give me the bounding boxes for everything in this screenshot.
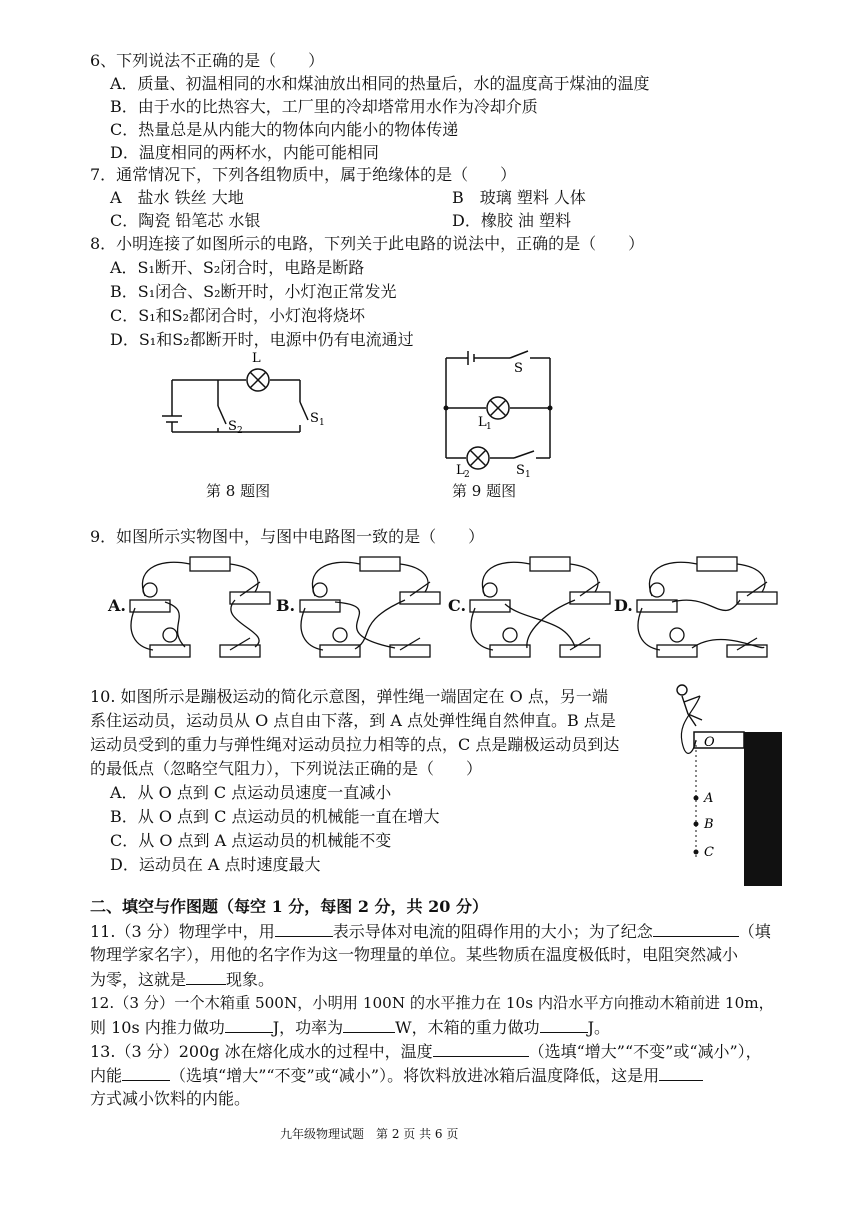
q6-option-b: B．由于水的比热容大，工厂里的冷却塔常用水作为冷却介质 (110, 97, 538, 116)
q9-l2-subscript: 2 (464, 470, 470, 480)
q10-option-c: C．从 O 点到 A 点运动员的机械能不变 (110, 831, 392, 850)
q8-s2-subscript: 2 (237, 426, 243, 436)
q12-blank-2 (343, 1016, 395, 1033)
q12-text-2a: 则 10s 内推力做功 (90, 1018, 225, 1037)
q9-l1-label: L (478, 415, 487, 430)
q12-text-2b: J，功率为 (272, 1018, 344, 1037)
q7-option-d: D．橡胶 油 塑料 (452, 211, 572, 230)
q13-blank-2 (122, 1064, 170, 1081)
q9-l1-subscript: 1 (486, 422, 492, 432)
q10-point-b: B (704, 817, 714, 832)
q7-stem: 7．通常情况下，下列各组物质中，属于绝缘体的是（ ） (90, 165, 517, 184)
q11-line-1 (90, 920, 771, 943)
q6-stem: 6、下列说法不正确的是（ ） (90, 51, 325, 70)
q13-text-2b: （选填“增大”“不变”或“减小”）。将饮料放进冰箱后温度降低，这是用 (170, 1066, 660, 1085)
q10-point-o: O (704, 735, 715, 750)
q11-line-3 (90, 968, 274, 991)
q13-text-1b: （选填“增大”“不变”或“减小”）， (528, 1042, 762, 1061)
q9-choice-a-label: A. (108, 596, 126, 615)
q10-cliff (744, 732, 782, 886)
q11-blank-3 (186, 968, 226, 985)
q13-blank-3 (659, 1064, 703, 1081)
q10-stem-line-2: 系住运动员，运动员从 O 点自由下落，到 A 点处弹性绳自然伸直。B 点是 (90, 711, 616, 730)
q10-point-c: C (704, 845, 714, 860)
q8-option-c: C．S₁和S₂都闭合时，小灯泡将烧坏 (110, 306, 365, 325)
q9-circuit-diagram (440, 350, 560, 480)
q8-s2-label: S (228, 419, 237, 434)
q13-line-2 (90, 1064, 703, 1087)
q6-option-c: C．热量总是从内能大的物体向内能小的物体传递 (110, 120, 459, 139)
q8-s1-label: S (310, 411, 319, 426)
q8-option-d: D．S₁和S₂都断开时，电源中仍有电流通过 (110, 330, 414, 349)
q12-blank-3 (540, 1016, 588, 1033)
q9-choice-c-picture (465, 552, 615, 664)
q12-blank-1 (225, 1016, 273, 1033)
q12-line-2 (90, 1016, 610, 1039)
q13-line-3: 方式减小饮料的内能。 (90, 1089, 251, 1108)
q11-text-1c: （填 (738, 922, 771, 941)
section-2-title: 二、填空与作图题（每空 1 分，每图 2 分，共 20 分） (90, 897, 488, 916)
q7-option-c: C．陶瓷 铅笔芯 水银 (110, 211, 261, 230)
q10-point-a: A (704, 791, 714, 806)
q9-choice-a-picture (125, 552, 275, 664)
q7-option-b: B 玻璃 塑料 人体 (452, 188, 586, 207)
q8-lamp-label: L (252, 351, 261, 366)
q11-blank-2 (653, 920, 739, 937)
q10-bungee-diagram (672, 682, 782, 886)
q13-text-2a: 内能 (90, 1066, 123, 1085)
q10-option-d: D．运动员在 A 点时速度最大 (110, 855, 321, 874)
q11-text-3a: 为零，这就是 (90, 970, 187, 989)
q11-text-1b: 表示导体对电流的阻碍作用的大小；为了纪念 (332, 922, 653, 941)
q8-stem: 8．小明连接了如图所示的电路，下列关于此电路的说法中，正确的是（ ） (90, 234, 645, 253)
q10-stem-line-3: 运动员受到的重力与弹性绳对运动员拉力相等的点，C 点是蹦极运动员到达 (90, 735, 620, 754)
q13-blank-1 (433, 1040, 529, 1057)
q9-figure-caption: 第 9 题图 (452, 482, 517, 500)
q11-text-3b: 现象。 (226, 970, 275, 989)
q9-choice-b-picture (295, 552, 445, 664)
q9-stem: 9．如图所示实物图中，与图中电路图一致的是（ ） (90, 527, 485, 546)
q9-choice-b-label: B. (276, 596, 296, 615)
q10-platform (694, 732, 744, 748)
q6-option-d: D．温度相同的两杯水，内能可能相同 (110, 143, 379, 162)
q8-figure-caption: 第 8 题图 (206, 482, 271, 500)
q10-stem-line-1: 10. 如图所示是蹦极运动的简化示意图，弹性绳一端固定在 O 点，另一端 (90, 687, 608, 706)
q8-option-a: A．S₁断开、S₂闭合时，电路是断路 (110, 258, 365, 277)
q9-s1-subscript: 1 (525, 470, 531, 480)
q9-choice-c-label: C. (448, 596, 467, 615)
q13-line-1 (90, 1040, 762, 1063)
q8-option-b: B．S₁闭合、S₂断开时，小灯泡正常发光 (110, 282, 397, 301)
page-footer: 九年级物理试题 第 2 页 共 6 页 (280, 1127, 459, 1141)
q7-option-a: A 盐水 铁丝 大地 (110, 188, 244, 207)
q9-l2-label: L (456, 463, 465, 478)
q10-stem-line-4: 的最低点（忽略空气阻力），下列说法正确的是（ ） (90, 759, 483, 778)
q8-circuit-diagram (160, 350, 330, 460)
q11-blank-1 (275, 920, 333, 937)
q9-choice-d-picture (632, 552, 782, 664)
q8-s1-subscript: 1 (319, 418, 325, 428)
q6-option-a: A．质量、初温相同的水和煤油放出相同的热量后，水的温度高于煤油的温度 (110, 74, 650, 93)
q9-s-label: S (514, 361, 523, 376)
q13-text-1a: 13.（3 分）200g 冰在熔化成水的过程中，温度 (90, 1042, 433, 1061)
q12-text-2c: W，木箱的重力做功 (395, 1018, 540, 1037)
q12-text-2d: J。 (587, 1018, 611, 1037)
q10-option-b: B．从 O 点到 C 点运动员的机械能一直在增大 (110, 807, 440, 826)
q11-text-1a: 11.（3 分）物理学中，用 (90, 922, 275, 941)
q9-choice-d-label: D. (614, 596, 633, 615)
q11-line-2: 物理学家名字），用他的名字作为这一物理量的单位。某些物质在温度极低时，电阻突然减小 (90, 945, 739, 964)
q10-option-a: A．从 O 点到 C 点运动员速度一直减小 (110, 783, 392, 802)
q12-line-1: 12.（3 分）一个木箱重 500N，小明用 100N 的水平推力在 10s 内沿水平方向推动木箱前进 10m， (90, 994, 774, 1012)
q9-s1-label: S (516, 463, 525, 478)
